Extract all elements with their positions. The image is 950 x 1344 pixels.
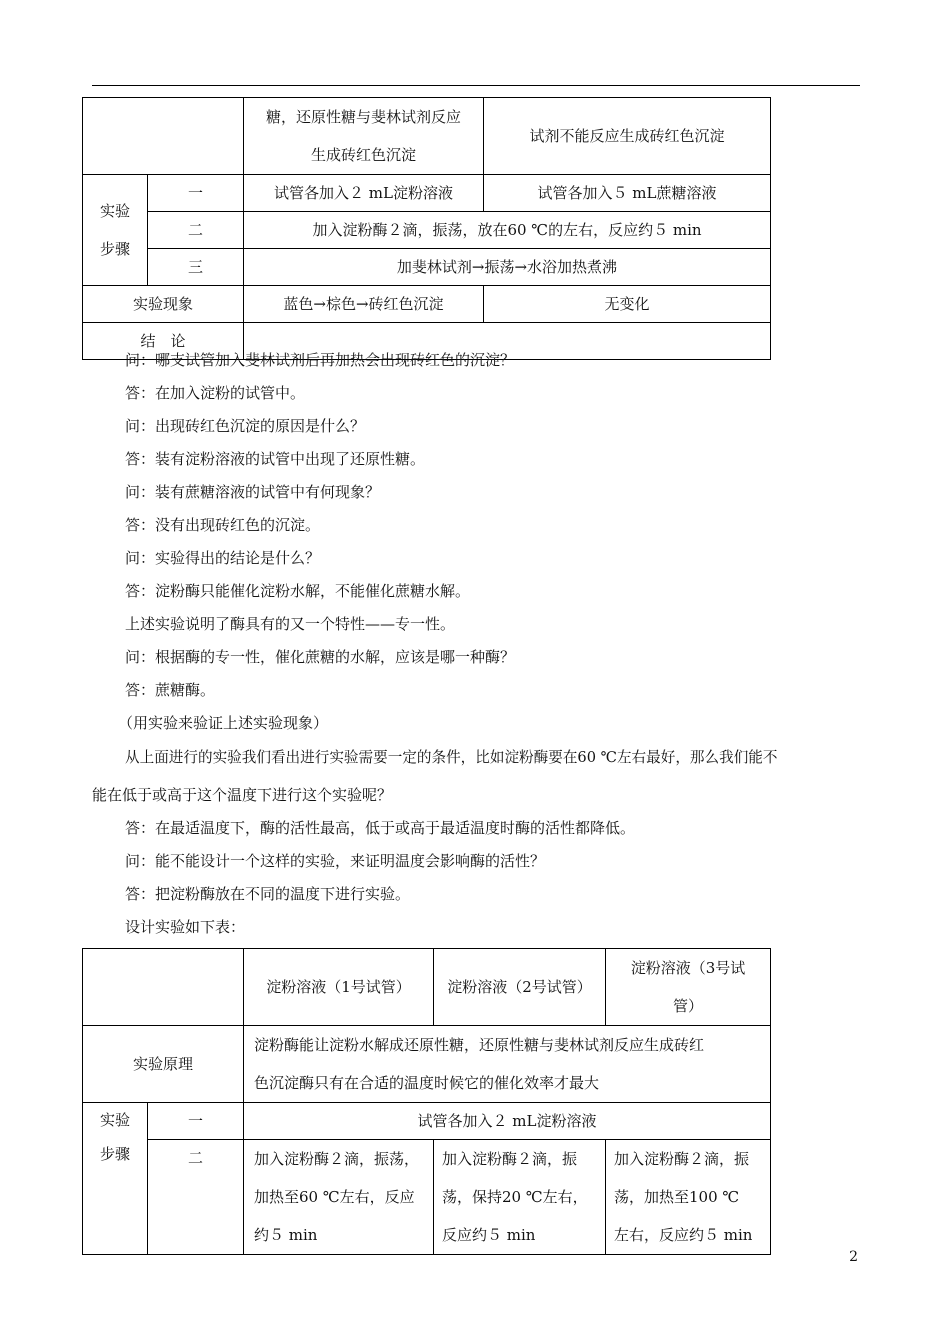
paragraph: 设计实验如下表： [125,918,246,936]
table1-step1-no: 一 [148,175,244,212]
table2-steps-label: 实验 步骤 [83,1103,148,1255]
table2-col3: 淀粉溶液（3号试 管） [606,949,771,1026]
paragraph: 答：装有淀粉溶液的试管中出现了还原性糖。 [125,450,426,468]
table1-step3: 加斐林试剂→振荡→水浴加热煮沸 [244,249,771,286]
table2-col2: 淀粉溶液（2号试管） [434,949,606,1026]
table1-step1-left: 试管各加入２ mL淀粉溶液 [244,175,484,212]
paragraph: 问：出现砖红色沉淀的原因是什么？ [125,417,366,435]
paragraph: （用实验来验证上述实验现象） [118,714,329,732]
experiment-table-2 [82,948,771,1255]
paragraph: 答：把淀粉酶放在不同的温度下进行实验。 [125,885,411,903]
header-rule [92,85,860,86]
table1-empty-header [83,98,244,175]
paragraph: 问：实验得出的结论是什么？ [125,549,321,567]
table1-principle-right: 试剂不能反应生成砖红色沉淀 [484,98,771,175]
table2-empty-header [83,949,244,1026]
paragraph: 上述实验说明了酶具有的又一个特性——专一性。 [125,615,456,633]
table1-phenomenon-label: 实验现象 [83,286,244,323]
paragraph: 问：能不能设计一个这样的实验，来证明温度会影响酶的活性？ [125,852,546,870]
table1-steps-label: 实验 步骤 [83,175,148,286]
paragraph: 答：蔗糖酶。 [125,681,216,699]
paragraph: 问：根据酶的专一性，催化蔗糖的水解，应该是哪一种酶？ [125,648,516,666]
table2-step2-no: 二 [148,1140,244,1255]
table2-col1: 淀粉溶液（1号试管） [244,949,434,1026]
table1-phenomenon-left: 蓝色→棕色→砖红色沉淀 [244,286,484,323]
table2-step2-tube2: 加入淀粉酶２滴，振 荡，保持20 ℃左右， 反应约５ min [434,1140,606,1255]
table2-step2-tube1: 加入淀粉酶２滴，振荡， 加热至60 ℃左右，反应 约５ min [244,1140,434,1255]
table2-step2-tube3: 加入淀粉酶２滴，振 荡，加热至100 ℃ 左右，反应约５ min [606,1140,771,1255]
page-number: 2 [849,1249,858,1265]
paragraph: 能在低于或高于这个温度下进行这个实验呢？ [92,786,393,804]
paragraph: 答：没有出现砖红色的沉淀。 [125,516,321,534]
table1-step2-no: 二 [148,212,244,249]
experiment-table-1 [82,97,771,360]
paragraph: 答：淀粉酶只能催化淀粉水解，不能催化蔗糖水解。 [125,582,471,600]
table1-phenomenon-right: 无变化 [484,286,771,323]
table2-principle: 淀粉酶能让淀粉水解成还原性糖，还原性糖与斐林试剂反应生成砖红 色沉淀酶只有在合适的温度时候它的催化效率才最大 [244,1026,771,1103]
paragraph: 答：在最适温度下，酶的活性最高，低于或高于最适温度时酶的活性都降低。 [125,819,636,837]
table1-step3-no: 三 [148,249,244,286]
paragraph: 问：哪支试管加入斐林试剂后再加热会出现砖红色的沉淀？ [125,351,516,369]
paragraph: 从上面进行的实验我们看出进行实验需要一定的条件，比如淀粉酶要在60 ℃左右最好，那么我们能不 [125,749,778,766]
table2-principle-label: 实验原理 [83,1026,244,1103]
table1-step2: 加入淀粉酶２滴，振荡，放在60 ℃的左右，反应约５ min [244,212,771,249]
table1-principle-left: 糖，还原性糖与斐林试剂反应 生成砖红色沉淀 [244,98,484,175]
paragraph: 问：装有蔗糖溶液的试管中有何现象？ [125,483,381,501]
table2-step1-no: 一 [148,1103,244,1140]
table2-step1: 试管各加入２ mL淀粉溶液 [244,1103,771,1140]
paragraph: 答：在加入淀粉的试管中。 [125,384,306,402]
table1-conclusion-label: 结 论 [83,323,244,360]
table1-step1-right: 试管各加入５ mL蔗糖溶液 [484,175,771,212]
